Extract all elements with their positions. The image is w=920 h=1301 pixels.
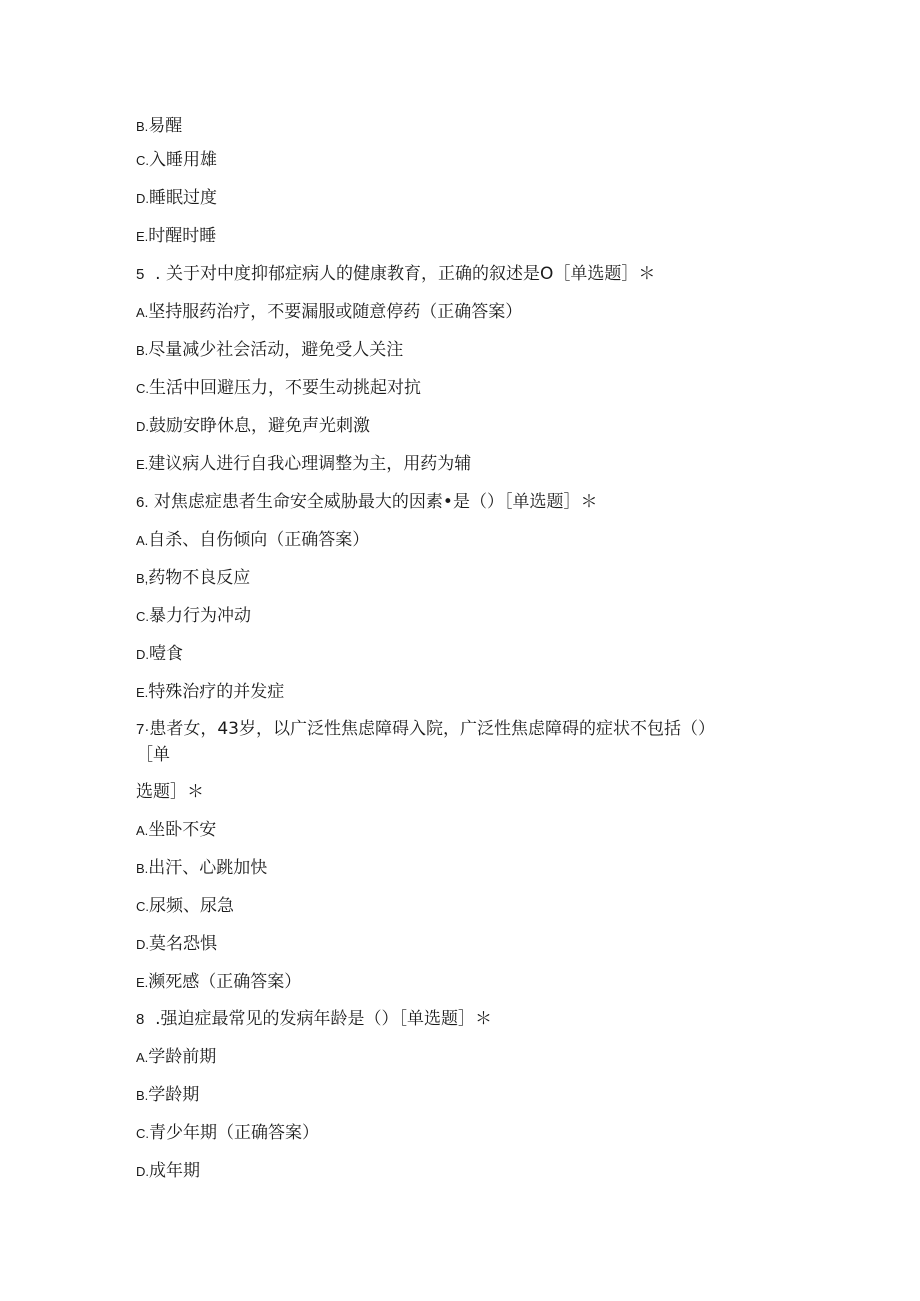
option-text: 坚持服药治疗，不要漏服或随意停药（正确答案） bbox=[148, 302, 523, 322]
option-line bbox=[136, 894, 234, 919]
question-text: 选题］＊ bbox=[136, 782, 204, 802]
option-letter: D. bbox=[136, 419, 149, 434]
option-line bbox=[136, 414, 370, 439]
option-text: 睡眠过度 bbox=[149, 188, 217, 208]
option-line bbox=[136, 566, 250, 591]
option-line bbox=[136, 338, 403, 363]
question-text: ［单 bbox=[136, 745, 170, 765]
option-letter: A. bbox=[136, 305, 149, 320]
option-text: 易醒 bbox=[148, 116, 183, 136]
option-text: 噎食 bbox=[149, 644, 183, 664]
option-letter: D. bbox=[136, 191, 149, 206]
option-text: 时醒时睡 bbox=[148, 226, 217, 246]
option-line bbox=[136, 856, 267, 881]
option-letter: E. bbox=[136, 975, 149, 990]
option-line bbox=[136, 452, 471, 477]
question-number: 8 bbox=[136, 1011, 145, 1028]
question-number: 5 bbox=[136, 266, 145, 283]
option-line bbox=[136, 604, 251, 629]
question-text: . 关于对中度抑郁症病人的健康教育，正确的叙述是O［单选题］＊ bbox=[144, 264, 656, 284]
question-line bbox=[136, 717, 715, 742]
option-line bbox=[136, 186, 217, 211]
option-line bbox=[136, 642, 183, 667]
option-line bbox=[136, 114, 182, 139]
option-text: 生活中回避压力，不要生动挑起对抗 bbox=[149, 378, 421, 398]
option-letter: A. bbox=[136, 823, 149, 838]
option-letter: D. bbox=[136, 647, 149, 662]
option-letter: D. bbox=[136, 937, 149, 952]
option-line bbox=[136, 1159, 200, 1184]
option-text: 莫名恐惧 bbox=[149, 934, 217, 954]
option-text: 濒死感（正确答案） bbox=[148, 972, 302, 992]
option-text: 学龄期 bbox=[148, 1085, 200, 1105]
option-letter: C. bbox=[136, 153, 149, 168]
option-text: 特殊治疗的并发症 bbox=[148, 682, 285, 702]
question-number: 6. bbox=[136, 494, 149, 511]
option-text: 学龄前期 bbox=[148, 1047, 217, 1067]
option-letter: A. bbox=[136, 533, 149, 548]
option-line bbox=[136, 300, 522, 325]
option-letter: E. bbox=[136, 229, 149, 244]
option-letter: E. bbox=[136, 685, 149, 700]
option-letter: D. bbox=[136, 1164, 149, 1179]
option-line bbox=[136, 376, 421, 401]
option-text: 药物不良反应 bbox=[148, 568, 251, 588]
option-line bbox=[136, 1083, 199, 1108]
option-letter: B. bbox=[136, 343, 149, 358]
option-letter: C. bbox=[136, 609, 149, 624]
option-text: 暴力行为冲动 bbox=[149, 606, 251, 626]
option-letter: B. bbox=[136, 861, 149, 876]
option-line bbox=[136, 224, 216, 249]
option-letter: C. bbox=[136, 381, 149, 396]
option-text: 坐卧不安 bbox=[148, 820, 217, 840]
option-line bbox=[136, 1121, 319, 1146]
option-text: 建议病人进行自我心理调整为主，用药为辅 bbox=[148, 454, 472, 474]
question-line bbox=[136, 262, 655, 287]
option-text: 自杀、自伤倾向（正确答案） bbox=[148, 530, 370, 550]
option-letter: B. bbox=[136, 119, 149, 134]
option-line bbox=[136, 932, 217, 957]
option-line bbox=[136, 970, 301, 995]
option-line bbox=[136, 1045, 216, 1070]
option-text: 鼓励安睁休息，避免声光刺激 bbox=[149, 416, 370, 436]
option-line bbox=[136, 680, 284, 705]
option-text: 青少年期（正确答案） bbox=[149, 1123, 319, 1143]
option-letter: A. bbox=[136, 1050, 149, 1065]
option-text: 成年期 bbox=[149, 1161, 200, 1181]
question-text: 患者女，43岁，以广泛性焦虑障碍入院，广泛性焦虑障碍的症状不包括（） bbox=[149, 719, 715, 739]
option-letter: B, bbox=[136, 571, 149, 586]
option-text: 入睡用雄 bbox=[149, 150, 217, 170]
option-letter: E. bbox=[136, 457, 149, 472]
question-continuation bbox=[136, 780, 204, 804]
option-line bbox=[136, 818, 216, 843]
option-text: 出汗、心跳加快 bbox=[148, 858, 268, 878]
option-letter: B. bbox=[136, 1088, 149, 1103]
question-line bbox=[136, 490, 597, 515]
question-continuation bbox=[136, 743, 170, 767]
option-text: 尿频、尿急 bbox=[149, 896, 234, 916]
question-line bbox=[136, 1007, 492, 1032]
option-line bbox=[136, 148, 217, 173]
question-number: 7· bbox=[136, 721, 150, 738]
option-letter: C. bbox=[136, 899, 149, 914]
question-text: .强迫症最常见的发病年龄是（）［单选题］＊ bbox=[144, 1009, 493, 1029]
option-line bbox=[136, 528, 369, 553]
option-text: 尽量减少社会活动，避免受人关注 bbox=[148, 340, 404, 360]
question-text: 对焦虑症患者生命安全威胁最大的因素•是（）［单选题］＊ bbox=[148, 492, 598, 512]
option-letter: C. bbox=[136, 1126, 149, 1141]
